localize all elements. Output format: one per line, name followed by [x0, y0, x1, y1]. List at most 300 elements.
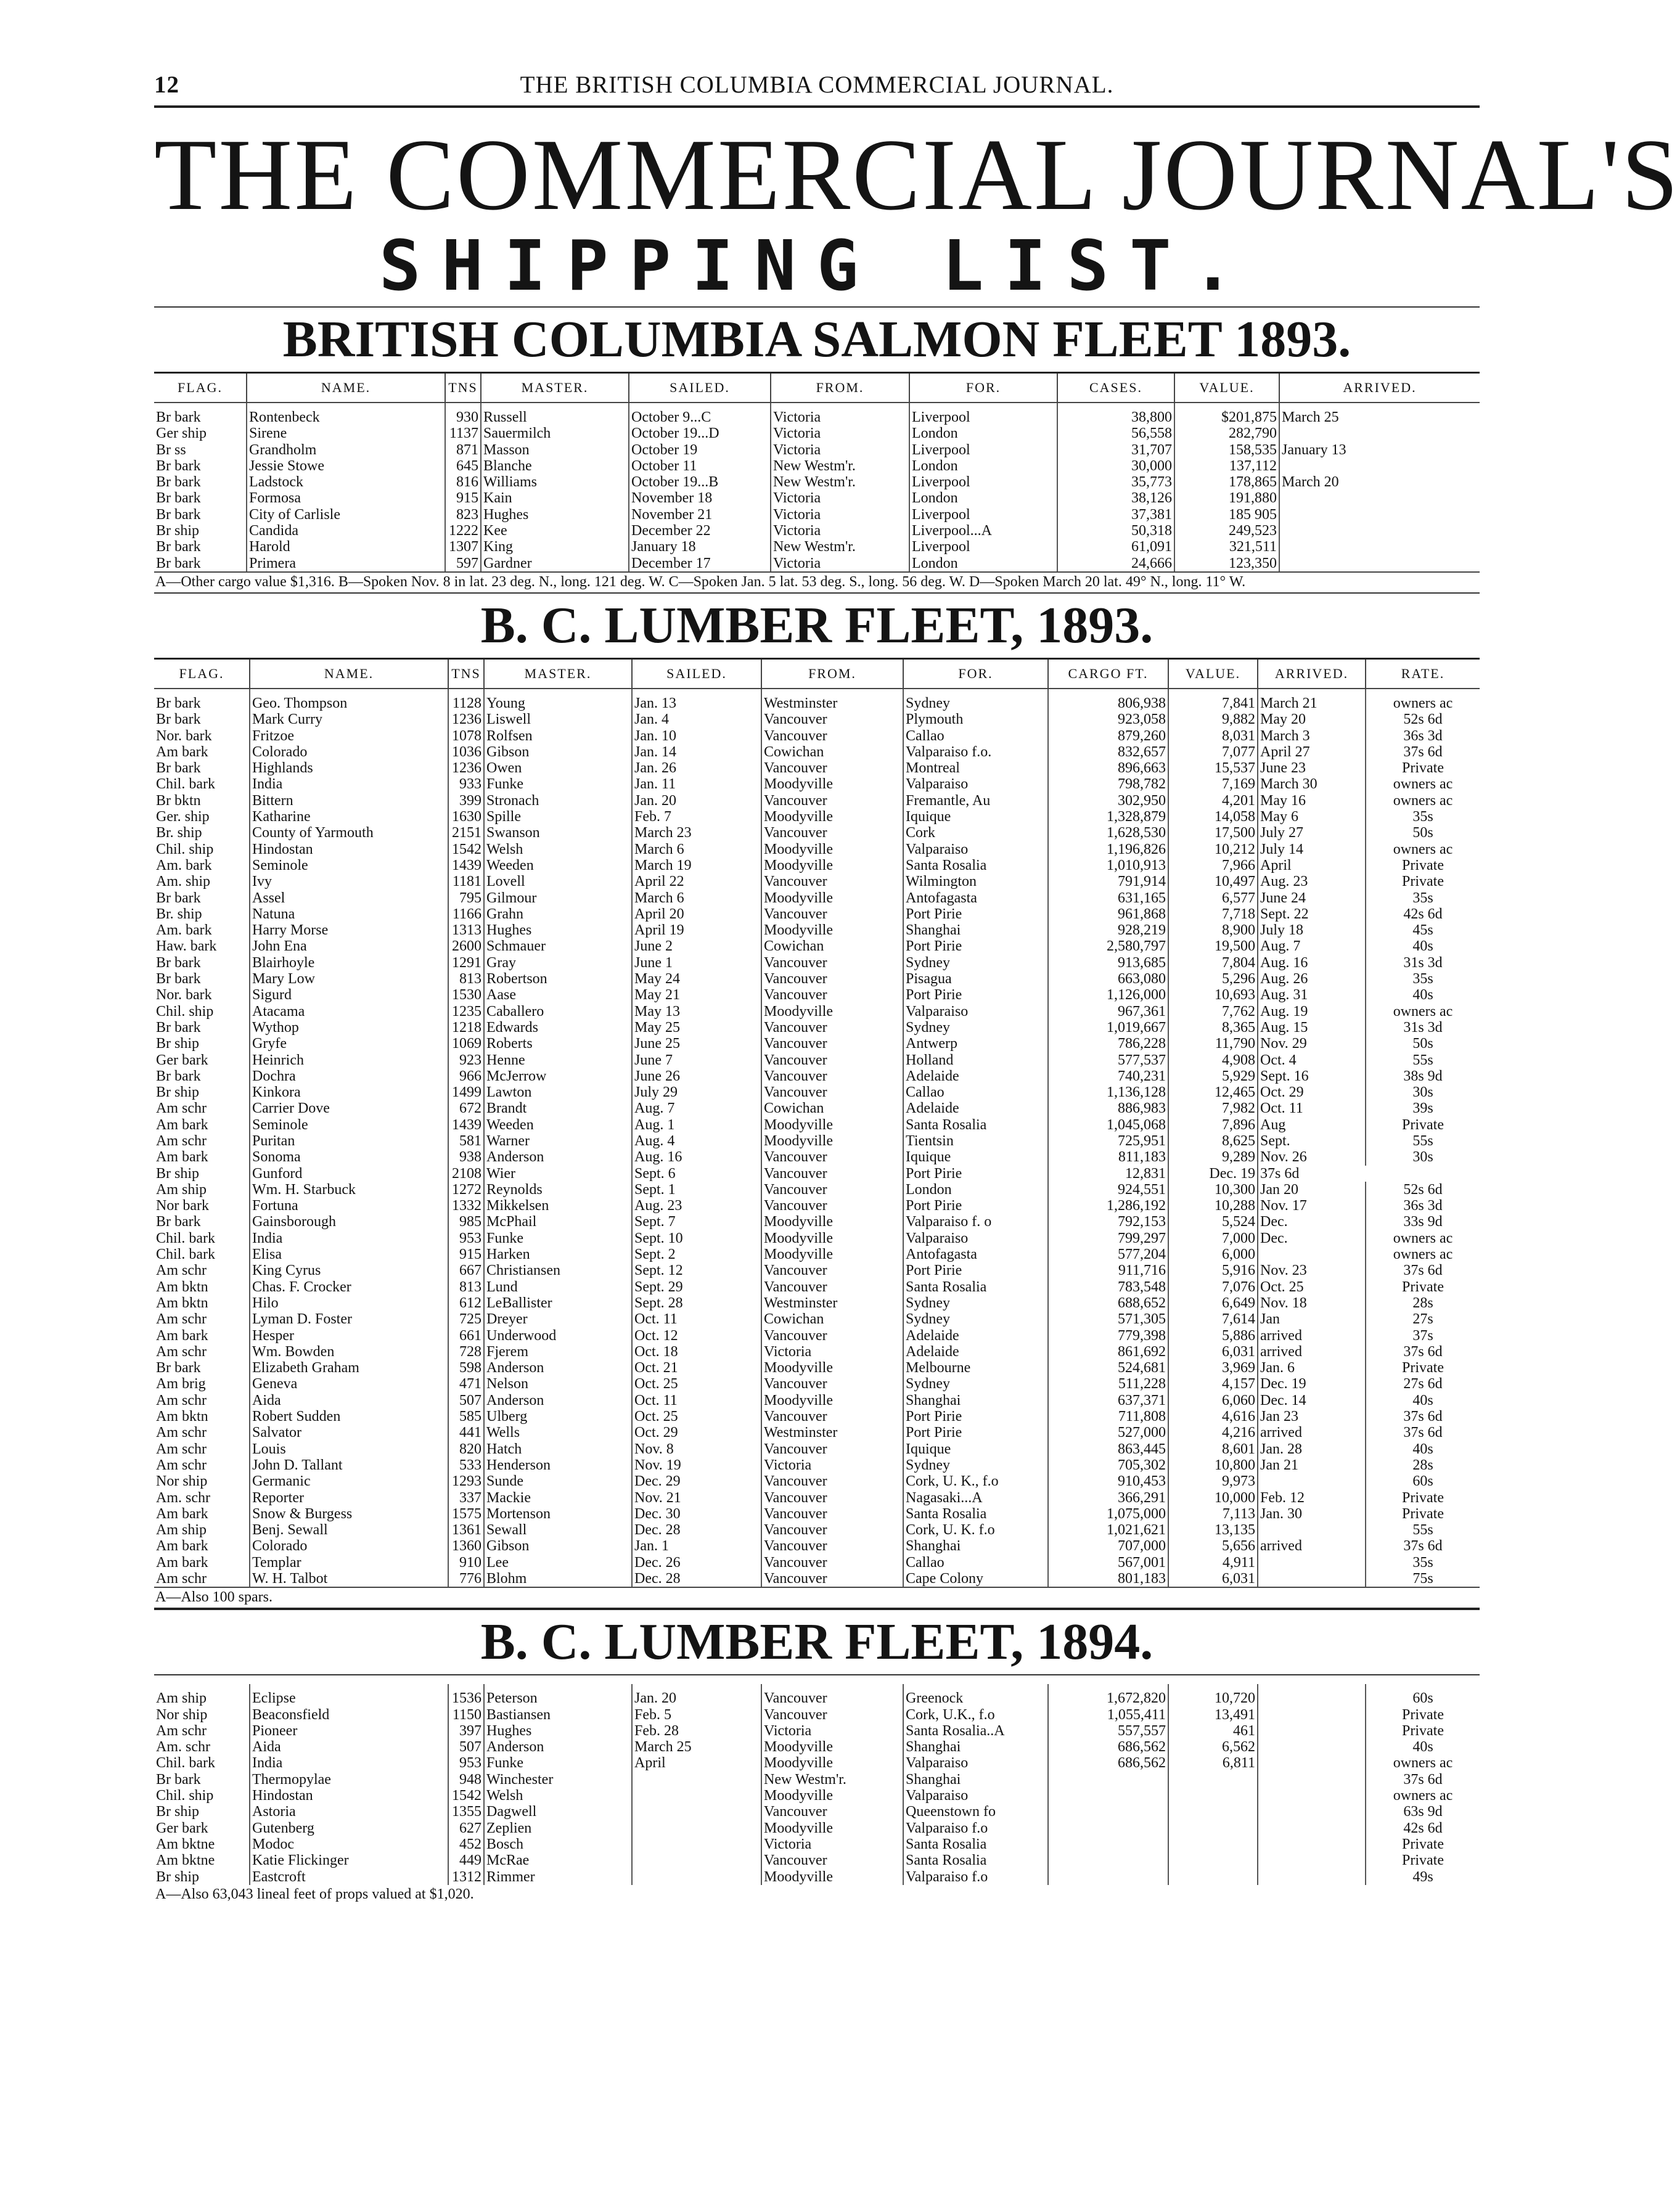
table-cell: 178,865: [1174, 474, 1279, 490]
table-row: [154, 922, 1480, 938]
table-cell: Fortuna: [250, 1198, 448, 1214]
table-cell: 45s: [1412, 922, 1433, 939]
table-cell: 711,808: [1048, 1409, 1168, 1425]
table-cell: Aug. 15: [1258, 1020, 1366, 1036]
column-header: MASTER.: [484, 658, 632, 689]
table-cell: Am schr: [154, 1100, 250, 1116]
table-cell: Santa Rosalia: [903, 1279, 1048, 1295]
table-row: [154, 1084, 1480, 1100]
table-cell: Vancouver: [761, 1684, 903, 1706]
table-cell: Robert Sudden: [250, 1409, 448, 1425]
table-cell: 40s: [1412, 1739, 1433, 1756]
table-cell: London: [903, 1182, 1048, 1198]
table-cell: Jan. 30: [1258, 1506, 1366, 1522]
table-cell: Liverpool: [909, 442, 1057, 458]
table-cell: 1542: [448, 1788, 484, 1804]
table-cell: 7,169: [1168, 776, 1258, 792]
table-cell: owners ac: [1393, 695, 1453, 711]
table-cell: Wells: [484, 1425, 632, 1441]
table-cell: Ger bark: [154, 1820, 250, 1836]
table-cell: 61,091: [1057, 539, 1174, 555]
table-cell: Sauermilch: [481, 425, 629, 441]
table-cell: [1279, 539, 1480, 555]
table-cell: Kinkora: [250, 1084, 448, 1100]
table-cell: May 25: [632, 1020, 761, 1036]
table-cell: Sydney: [903, 1295, 1048, 1311]
table-cell: 527,000: [1048, 1425, 1168, 1441]
table-cell: Shanghai: [903, 1392, 1048, 1409]
table-cell: [1258, 1772, 1366, 1788]
table-row: [154, 825, 1480, 841]
table-cell: [1258, 1707, 1366, 1723]
table-cell: Vancouver: [761, 1804, 903, 1820]
table-cell: New Westm'r.: [771, 539, 909, 555]
table-cell: Gilmour: [484, 890, 632, 906]
table-cell: 1,672,820: [1048, 1684, 1168, 1706]
table-cell: Br ship: [154, 523, 247, 539]
table-cell: [1258, 1684, 1366, 1706]
table-cell: Moodyville: [761, 841, 903, 857]
table-cell: [1258, 1804, 1366, 1820]
table-cell: Private: [1402, 1836, 1444, 1852]
table-cell: Astoria: [250, 1804, 448, 1820]
table-cell: Jan. 28: [1258, 1441, 1366, 1457]
table-cell: London: [909, 425, 1057, 441]
table-cell: March 20: [1282, 474, 1339, 491]
table-row: [154, 1555, 1480, 1571]
table-cell: Aug. 7: [1258, 938, 1366, 954]
table-row: [154, 1344, 1480, 1360]
table-row: [154, 523, 1480, 539]
table-cell: Zeplien: [484, 1820, 632, 1836]
table-row: [154, 971, 1480, 987]
table-cell: Victoria: [771, 490, 909, 506]
table-cell: November 21: [629, 507, 771, 523]
table-cell: 913,685: [1048, 955, 1168, 971]
shipping-list-heading: SHIPPING LIST.: [379, 226, 1255, 306]
column-header: FOR.: [903, 658, 1048, 689]
table-cell: 886,983: [1048, 1100, 1168, 1116]
table-cell: 8,625: [1168, 1133, 1258, 1149]
table-cell: Vancouver: [761, 793, 903, 809]
table-cell: Peterson: [484, 1684, 632, 1706]
table-cell: Dec. 29: [632, 1473, 761, 1489]
table-cell: December 17: [629, 555, 771, 571]
table-row: [154, 1230, 1480, 1246]
table-cell: Vancouver: [761, 1555, 903, 1571]
table-cell: July 18: [1258, 922, 1366, 938]
table-cell: New Westm'r.: [771, 474, 909, 490]
table-cell: 1,126,000: [1048, 987, 1168, 1003]
table-cell: Jan 21: [1258, 1457, 1366, 1473]
table-cell: Dec. 19: [1258, 1376, 1366, 1392]
column-header: ARRIVED.: [1258, 658, 1366, 689]
table-cell: 37s 6d: [1403, 1771, 1443, 1788]
table-cell: Anderson: [484, 1360, 632, 1376]
table-cell: Chil. ship: [154, 841, 250, 857]
table-cell: [1258, 1522, 1366, 1538]
table-cell: Young: [484, 689, 632, 711]
table-cell: April 20: [632, 906, 761, 922]
table-cell: April 22: [632, 873, 761, 889]
table-cell: Br bark: [154, 1068, 250, 1084]
table-cell: 37s 6d: [1403, 1409, 1443, 1425]
table-cell: 4,157: [1168, 1376, 1258, 1392]
table-cell: 915: [448, 1246, 484, 1262]
table-cell: 7,113: [1168, 1506, 1258, 1522]
table-cell: Moodyville: [761, 1133, 903, 1149]
table-cell: Feb. 5: [632, 1707, 761, 1723]
table-cell: Am bark: [154, 1555, 250, 1571]
table-cell: 11,790: [1168, 1036, 1258, 1052]
table-cell: April: [632, 1755, 761, 1771]
table-cell: Tientsin: [903, 1133, 1048, 1149]
table-cell: Harken: [484, 1246, 632, 1262]
table-cell: Jan. 1: [632, 1538, 761, 1554]
table-cell: 9,973: [1168, 1473, 1258, 1489]
table-cell: Dec. 28: [632, 1571, 761, 1587]
table-cell: 1137: [445, 425, 481, 441]
table-cell: 705,302: [1048, 1457, 1168, 1473]
table-cell: Dochra: [250, 1068, 448, 1084]
table-cell: 507: [448, 1392, 484, 1409]
table-row: [154, 1409, 1480, 1425]
table-cell: Vancouver: [761, 1182, 903, 1198]
table-cell: Lund: [484, 1279, 632, 1295]
table-cell: 6,649: [1168, 1295, 1258, 1311]
table-cell: Hindostan: [250, 841, 448, 857]
table-cell: 1222: [445, 523, 481, 539]
table-cell: Chil. bark: [154, 1246, 250, 1262]
table-cell: 10,800: [1168, 1457, 1258, 1473]
table-cell: 1128: [448, 689, 484, 711]
table-cell: Moodyville: [761, 857, 903, 873]
table-cell: Br bark: [154, 555, 247, 571]
table-cell: Victoria: [771, 442, 909, 458]
table-cell: Caballero: [484, 1004, 632, 1020]
table-cell: Aida: [250, 1739, 448, 1755]
table-cell: Chil. bark: [154, 1230, 250, 1246]
table-row: [154, 1707, 1480, 1723]
table-cell: Nor bark: [154, 1198, 250, 1214]
table-cell: July 29: [632, 1084, 761, 1100]
table-cell: March 30: [1258, 776, 1366, 792]
table-cell: 1293: [448, 1473, 484, 1489]
table-cell: Katie Flickinger: [250, 1852, 448, 1868]
lumber-1894-table: [154, 1684, 1480, 1885]
table-cell: Am ship: [154, 1522, 250, 1538]
table-cell: 667: [448, 1262, 484, 1278]
table-cell: 123,350: [1174, 555, 1279, 571]
table-cell: 637,371: [1048, 1392, 1168, 1409]
table-cell: Valparaiso f. o: [903, 1214, 1048, 1230]
table-cell: owners ac: [1393, 1003, 1453, 1020]
table-cell: 6,811: [1168, 1755, 1258, 1771]
table-cell: Schmauer: [484, 938, 632, 954]
table-cell: Elizabeth Graham: [250, 1360, 448, 1376]
table-cell: Feb. 7: [632, 809, 761, 825]
table-cell: Nov. 23: [1258, 1262, 1366, 1278]
running-head: [154, 71, 1480, 105]
table-cell: 63s 9d: [1403, 1804, 1443, 1820]
table-cell: Lee: [484, 1555, 632, 1571]
column-header: VALUE.: [1174, 373, 1279, 403]
table-cell: 35s: [1412, 1554, 1433, 1571]
table-cell: arrived: [1258, 1425, 1366, 1441]
table-cell: 1,010,913: [1048, 857, 1168, 873]
table-cell: Katharine: [250, 809, 448, 825]
table-cell: 779,398: [1048, 1328, 1168, 1344]
table-row: [154, 1182, 1480, 1198]
table-cell: [1048, 1852, 1168, 1868]
table-cell: 798,782: [1048, 776, 1168, 792]
table-row: [154, 1522, 1480, 1538]
table-cell: April 27: [1258, 744, 1366, 760]
table-cell: Am bark: [154, 1328, 250, 1344]
table-cell: 1150: [448, 1707, 484, 1723]
table-row: [154, 1376, 1480, 1392]
table-cell: 55s: [1412, 1522, 1433, 1539]
table-cell: Harry Morse: [250, 922, 448, 938]
table-cell: 1439: [448, 1117, 484, 1133]
table-cell: Jan. 11: [632, 776, 761, 792]
table-cell: 861,692: [1048, 1344, 1168, 1360]
table-cell: Oct. 29: [1258, 1084, 1366, 1100]
table-cell: Am brig: [154, 1376, 250, 1392]
table-cell: Am schr: [154, 1344, 250, 1360]
table-cell: Brandt: [484, 1100, 632, 1116]
table-cell: Liverpool: [909, 474, 1057, 490]
table-cell: Am schr: [154, 1425, 250, 1441]
journal-page: [154, 71, 1680, 1905]
table-cell: Jan. 13: [632, 689, 761, 711]
table-cell: 6,000: [1168, 1246, 1258, 1262]
lumber-1894-footnote: A—Also 63,043 lineal feet of props valued at $1,020.: [155, 1886, 474, 1902]
table-cell: [1279, 458, 1480, 474]
table-cell: 6,562: [1168, 1739, 1258, 1755]
table-cell: Vancouver: [761, 1036, 903, 1052]
table-cell: 1078: [448, 728, 484, 744]
table-cell: Jan. 10: [632, 728, 761, 744]
table-cell: Liswell: [484, 711, 632, 727]
table-cell: Stronach: [484, 793, 632, 809]
table-cell: Port Pirie: [903, 906, 1048, 922]
table-cell: Victoria: [761, 1836, 903, 1852]
table-cell: Cowichan: [761, 1311, 903, 1327]
table-cell: 8,365: [1168, 1020, 1258, 1036]
table-cell: Cork: [903, 825, 1048, 841]
table-cell: Wier: [484, 1166, 632, 1182]
table-cell: 6,031: [1168, 1571, 1258, 1587]
table-cell: Valparaiso: [903, 776, 1048, 792]
column-header: SAILED.: [632, 658, 761, 689]
table-cell: 524,681: [1048, 1360, 1168, 1376]
table-cell: 1,045,068: [1048, 1117, 1168, 1133]
table-cell: 933: [448, 776, 484, 792]
table-cell: Private: [1402, 1278, 1444, 1295]
table-cell: Melbourne: [903, 1360, 1048, 1376]
table-cell: Private: [1402, 873, 1444, 890]
table-cell: Nor. bark: [154, 728, 250, 744]
table-cell: [1048, 1788, 1168, 1804]
table-cell: McRae: [484, 1852, 632, 1868]
table-cell: Kain: [481, 490, 629, 506]
table-cell: 50s: [1412, 1036, 1433, 1052]
table-cell: 2151: [448, 825, 484, 841]
table-cell: Br bark: [154, 890, 250, 906]
table-row: [154, 1246, 1480, 1262]
table-cell: Nov. 29: [1258, 1036, 1366, 1052]
table-row: [154, 1311, 1480, 1327]
table-row: [154, 744, 1480, 760]
table-cell: March 23: [632, 825, 761, 841]
table-cell: Santa Rosalia..A: [903, 1723, 1048, 1739]
table-cell: Cork, U. K. f.o: [903, 1522, 1048, 1538]
table-cell: 1218: [448, 1020, 484, 1036]
table-cell: October 9...C: [629, 403, 771, 425]
table-cell: 8,601: [1168, 1441, 1258, 1457]
table-cell: 7,000: [1168, 1230, 1258, 1246]
table-row: [154, 1506, 1480, 1522]
table-cell: 571,305: [1048, 1311, 1168, 1327]
table-cell: 1536: [448, 1684, 484, 1706]
table-cell: Antwerp: [903, 1036, 1048, 1052]
table-cell: City of Carlisle: [247, 507, 445, 523]
table-cell: Am bark: [154, 1506, 250, 1522]
table-cell: Geneva: [250, 1376, 448, 1392]
table-cell: Highlands: [250, 760, 448, 776]
table-cell: Sigurd: [250, 987, 448, 1003]
table-cell: 5,929: [1168, 1068, 1258, 1084]
table-cell: Aug. 23: [1258, 873, 1366, 889]
table-cell: 30s: [1412, 1149, 1433, 1166]
table-cell: [1258, 1788, 1366, 1804]
table-cell: Br ship: [154, 1036, 250, 1052]
table-cell: 40s: [1412, 1441, 1433, 1457]
table-cell: Kee: [481, 523, 629, 539]
table-cell: 40s: [1412, 938, 1433, 955]
table-body: [154, 403, 1480, 571]
table-cell: 9,882: [1168, 711, 1258, 727]
table-cell: Liverpool...A: [909, 523, 1057, 539]
table-cell: Candida: [247, 523, 445, 539]
table-cell: 4,201: [1168, 793, 1258, 809]
table-cell: 823: [445, 507, 481, 523]
table-cell: Jessie Stowe: [247, 458, 445, 474]
table-cell: [1279, 490, 1480, 506]
table-cell: Feb. 28: [632, 1723, 761, 1739]
table-cell: [632, 1788, 761, 1804]
table-cell: Aug. 19: [1258, 1004, 1366, 1020]
table-cell: [1048, 1869, 1168, 1885]
table-cell: [632, 1836, 761, 1852]
table-cell: Greenock: [903, 1684, 1048, 1706]
table-row: [154, 1036, 1480, 1052]
column-header: TNS: [445, 373, 481, 403]
table-cell: Gardner: [481, 555, 629, 571]
table-cell: 8,031: [1168, 728, 1258, 744]
table-cell: Aug. 1: [632, 1117, 761, 1133]
table-cell: Bosch: [484, 1836, 632, 1852]
table-cell: 36s 3d: [1403, 727, 1443, 744]
table-cell: Chas. F. Crocker: [250, 1279, 448, 1295]
table-cell: [1258, 1820, 1366, 1836]
table-cell: December 22: [629, 523, 771, 539]
table-cell: Victoria: [771, 523, 909, 539]
table-cell: Aug. 16: [1258, 955, 1366, 971]
table-cell: 688,652: [1048, 1295, 1168, 1311]
table-cell: Shanghai: [903, 922, 1048, 938]
column-header: FOR.: [909, 373, 1057, 403]
table-cell: Blairhoyle: [250, 955, 448, 971]
table-cell: Beaconsfield: [250, 1707, 448, 1723]
table-row: [154, 1836, 1480, 1852]
table-cell: Welsh: [484, 841, 632, 857]
table-cell: Carrier Dove: [250, 1100, 448, 1116]
table-row: [154, 425, 1480, 441]
table-cell: 60s: [1412, 1473, 1433, 1490]
table-cell: 1530: [448, 987, 484, 1003]
table-cell: Private: [1402, 1722, 1444, 1739]
table-cell: 13,491: [1168, 1707, 1258, 1723]
table-row: [154, 793, 1480, 809]
table-cell: 7,077: [1168, 744, 1258, 760]
table-cell: New Westm'r.: [771, 458, 909, 474]
column-header: TNS: [448, 658, 484, 689]
table-cell: 783,548: [1048, 1279, 1168, 1295]
table-cell: Rolfsen: [484, 728, 632, 744]
table-cell: Nor. bark: [154, 987, 250, 1003]
table-cell: 321,511: [1174, 539, 1279, 555]
table-cell: 1036: [448, 744, 484, 760]
table-cell: [1168, 1804, 1258, 1820]
table-cell: Vancouver: [761, 1198, 903, 1214]
table-cell: Am schr: [154, 1441, 250, 1457]
table-cell: Vancouver: [761, 1538, 903, 1554]
table-cell: Am schr: [154, 1133, 250, 1149]
table-cell: Holland: [903, 1052, 1048, 1068]
table-cell: 191,880: [1174, 490, 1279, 506]
table-cell: 37s 6d: [1403, 1262, 1443, 1279]
table-row: [154, 1457, 1480, 1473]
table-cell: Br bark: [154, 689, 250, 711]
table-cell: Am schr: [154, 1571, 250, 1587]
table-cell: Moodyville: [761, 776, 903, 792]
table-cell: 663,080: [1048, 971, 1168, 987]
table-cell: 35,773: [1057, 474, 1174, 490]
table-cell: Welsh: [484, 1788, 632, 1804]
table-cell: 581: [448, 1133, 484, 1149]
table-cell: Ger. ship: [154, 809, 250, 825]
table-cell: Williams: [481, 474, 629, 490]
table-cell: Valparaiso f.o.: [903, 744, 1048, 760]
table-cell: Queenstown fo: [903, 1804, 1048, 1820]
table-row: [154, 1772, 1480, 1788]
table-cell: London: [909, 490, 1057, 506]
table-cell: 1,628,530: [1048, 825, 1168, 841]
table-cell: Shanghai: [903, 1772, 1048, 1788]
table-cell: Aug. 16: [632, 1149, 761, 1165]
divider: [154, 105, 1480, 108]
column-header: VALUE.: [1168, 658, 1258, 689]
table-cell: 42s 6d: [1403, 906, 1443, 922]
table-cell: 585: [448, 1409, 484, 1425]
table-cell: owners ac: [1393, 841, 1453, 857]
table-cell: Westminster: [761, 1295, 903, 1311]
table-cell: March 21: [1258, 689, 1366, 711]
table-cell: 158,535: [1174, 442, 1279, 458]
table-cell: Vancouver: [761, 1376, 903, 1392]
